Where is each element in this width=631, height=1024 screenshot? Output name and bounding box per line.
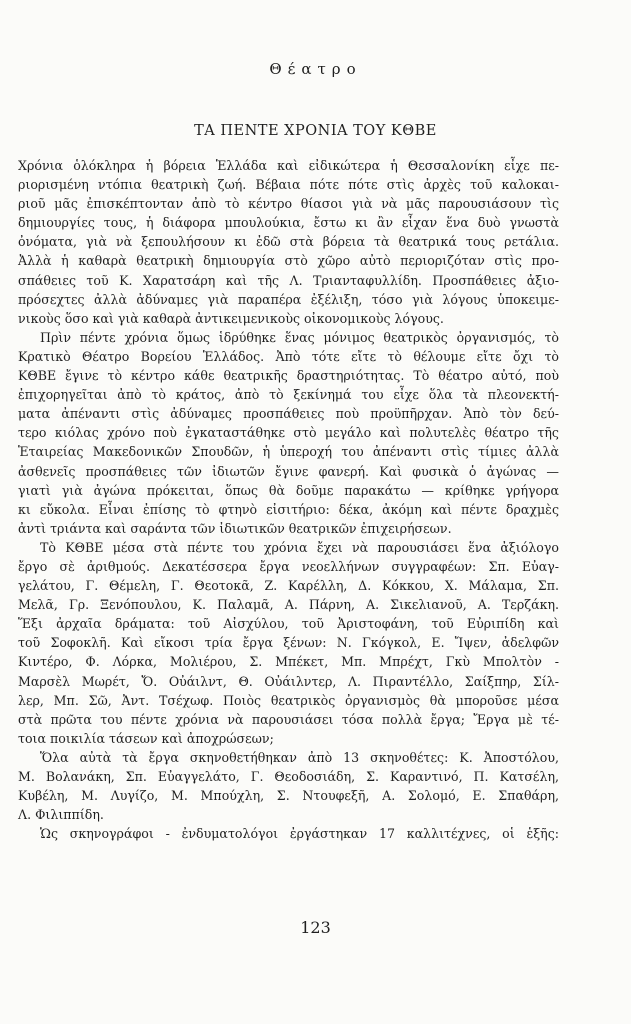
- text-line: τερο κιόλας χρόνο ποὺ ἐγκαταστάθηκε στὸ μεγάλο καὶ πολυτελὲς θέατρο τῆς: [18, 425, 559, 441]
- text-line: Λ. Φιλιππίδη.: [18, 807, 104, 823]
- text-line: ἔργο σὲ ἀριθμούς. Δεκατέσσερα ἔργα νεοελλήνων συγγραφέων: Σπ. Εὐαγ-: [18, 558, 559, 574]
- text-line: τοῦ Σοφοκλῆ. Καὶ εἴκοσι τρία ἔργα ξένων: Ν. Γκόγκολ, Ε. Ἴψεν, ἀδελφῶν: [18, 635, 559, 651]
- text-line: δημιουργίες τους, ἡ διάφορα μπουλούκια, ἔστω κι ἂν εἶχαν ἕνα δυὸ γνωστὰ: [18, 215, 559, 231]
- text-line: τοια ποικιλία τάσεων καὶ ἀποχρώσεων;: [18, 730, 274, 746]
- text-line: ΚΘΒΕ ἔγινε τὸ κέντρο κάθε θεατρικῆς δραστηριότητας. Τὸ θέατρο αὐτό, ποὺ: [18, 368, 559, 384]
- text-line: πρόσεχτες ἀλλὰ ἀδύναμες γιὰ παραπέρα ἐξέλιξη, τόσο γιὰ λόγους ὑποκειμε-: [18, 291, 559, 307]
- text-line: Ἕξι ἀρχαῖα δράματα: τοῦ Αἰσχύλου, τοῦ Ἀριστοφάνη, τοῦ Εὐριπίδη καὶ: [18, 616, 559, 632]
- article-title: ΤΑ ΠΕΝΤΕ ΧΡΟΝΙΑ ΤΟΥ ΚΘΒΕ: [194, 123, 437, 139]
- text-line: νικοὺς ὅσο καὶ γιὰ καθαρὰ ἀντικειμενικοὺς οἰκονομικοὺς λόγους.: [18, 310, 444, 326]
- text-line: Μελᾶ, Γρ. Ξενόπουλου, Κ. Παλαμᾶ, Α. Πάρνη, Α. Σικελιανοῦ, Α. Τερζάκη.: [18, 597, 559, 613]
- text-line: στὰ πρῶτα του πέντε χρόνια νὰ παρουσιάσει τόσα πολλὰ ἔργα; Ἔργα μὲ τέ-: [18, 711, 559, 727]
- text-line: λερ, Μπ. Σῶ, Ἀντ. Τσέχωφ. Ποιὸς θεατρικὸς ὀργανισμὸς θὰ μποροῦσε μέσα: [18, 692, 559, 708]
- text-line: ματα ἀπέναντι στὶς ἀδύναμες προσπάθειες ποὺ προϋπῆρχαν. Ἀπὸ τὸν δεύ-: [18, 406, 559, 422]
- text-line: Τὸ ΚΘΒΕ μέσα στὰ πέντε του χρόνια ἔχει νὰ παρουσιάσει ἕνα ἀξιόλογο: [40, 539, 559, 555]
- text-line: ἐπιχορηγεῖται ἀπὸ τὸ κράτος, ἀπὸ τὸ ξεκίνημά του εἶχε ὅλα τὰ πλεονεκτή-: [18, 387, 559, 403]
- text-line: Ἀλλὰ ἡ καθαρὰ θεατρικὴ δημιουργία στὸ χῶρο αὐτὸ περιοριζόταν στὶς προ-: [18, 253, 559, 269]
- text-line: Ἑταιρείας Μακεδονικῶν Σπουδῶν, ἡ ὑπεροχή του ἀπέναντι στὶς τίμιες ἀλλὰ: [18, 444, 559, 460]
- body-text: [18, 156, 559, 843]
- text-line: Πρὶν πέντε χρόνια ὅμως ἱδρύθηκε ἕνας μόνιμος θεατρικὸς ὀργανισμός, τὸ: [40, 329, 559, 345]
- page-number: 123: [300, 918, 331, 937]
- text-line: Ὅλα αὐτὰ τὰ ἔργα σκηνοθετήθηκαν ἀπὸ 13 σκηνοθέτες: Κ. Ἀποστόλου,: [40, 749, 559, 765]
- text-line: Μ. Βολανάκη, Σπ. Εὐαγγελάτο, Γ. Θεοδοσιάδη, Σ. Καραντινό, Π. Κατσέλη,: [18, 769, 559, 784]
- text-line: Ὡς σκηνογράφοι - ἐνδυματολόγοι ἐργάστηκαν 17 καλλιτέχνες, οἱ ἑξῆς:: [40, 826, 559, 842]
- text-line: γιατὶ γιὰ ἀγώνα πρόκειται, ὅπως θὰ δοῦμε παρακάτω — κρίθηκε γρήγορα: [18, 482, 559, 498]
- text-line: ριοῦ μᾶς ἐπισκέπτονταν ἀπὸ τὸ κέντρο θίασοι γιὰ νὰ μᾶς παρουσιάσουν τὶς: [18, 196, 559, 212]
- text-line: Κιντέρο, Φ. Λόρκα, Μολιέρου, Σ. Μπέκετ, Μπ. Μπρέχτ, Γκὺ Μπολτὸν -: [18, 654, 559, 670]
- text-line: Κυβέλη, Μ. Λυγίζο, Μ. Μπούχλη, Σ. Ντουφεξῆ, Α. Σολομό, Ε. Σπαθάρη,: [18, 788, 559, 804]
- running-head: Θέατρο: [269, 60, 362, 78]
- text-line: ἀσθενεῖς προσπάθειες τῶν ἰδιωτῶν ἔγινε φανερή. Καὶ φυσικὰ ὁ ἀγώνας —: [18, 463, 559, 479]
- text-line: σπάθειες τοῦ Κ. Χαρατσάρη καὶ τῆς Λ. Τριανταφυλλίδη. Προσπάθειες ἀξιο-: [18, 272, 559, 288]
- text-line: Μαρσὲλ Μωρέτ, Ὄ. Οὐάιλντ, Θ. Οὐάιλντερ, Λ. Πιραντέλλο, Σαίξπηρ, Σίλ-: [18, 673, 559, 689]
- text-line: Χρόνια ὁλόκληρα ἡ βόρεια Ἑλλάδα καὶ εἰδικώτερα ἡ Θεσσαλονίκη εἶχε πε-: [18, 158, 559, 173]
- text-line: Κρατικὸ Θέατρο Βορείου Ἑλλάδος. Ἀπὸ τότε εἴτε τὸ θέλουμε εἴτε ὄχι τὸ: [18, 348, 559, 364]
- text-line: ὀνόματα, γιὰ νὰ ξεπουλήσουν κι ἐδῶ στὰ βόρεια τὰ θεατρικά τους ρετάλια.: [18, 234, 559, 250]
- text-line: γελάτου, Γ. Θέμελη, Γ. Θεοτοκᾶ, Ζ. Καρέλλη, Δ. Κόκκου, Χ. Μάλαμα, Σπ.: [18, 578, 559, 594]
- text-line: ριορισμένη ντόπια θεατρικὴ ζωή. Βέβαια πότε πότε στὶς ἀρχὲς τοῦ καλοκαι-: [18, 177, 559, 193]
- text-line: ἀντὶ τριάντα καὶ σαράντα τῶν ἰδιωτικῶν θεατρικῶν ἐπιχειρήσεων.: [18, 520, 452, 536]
- text-line: κι εὔκολα. Εἶναι ἐπίσης τὸ φτηνὸ εἰσιτήριο: δέκα, ἀκόμη καὶ πέντε δραχμὲς: [18, 501, 559, 517]
